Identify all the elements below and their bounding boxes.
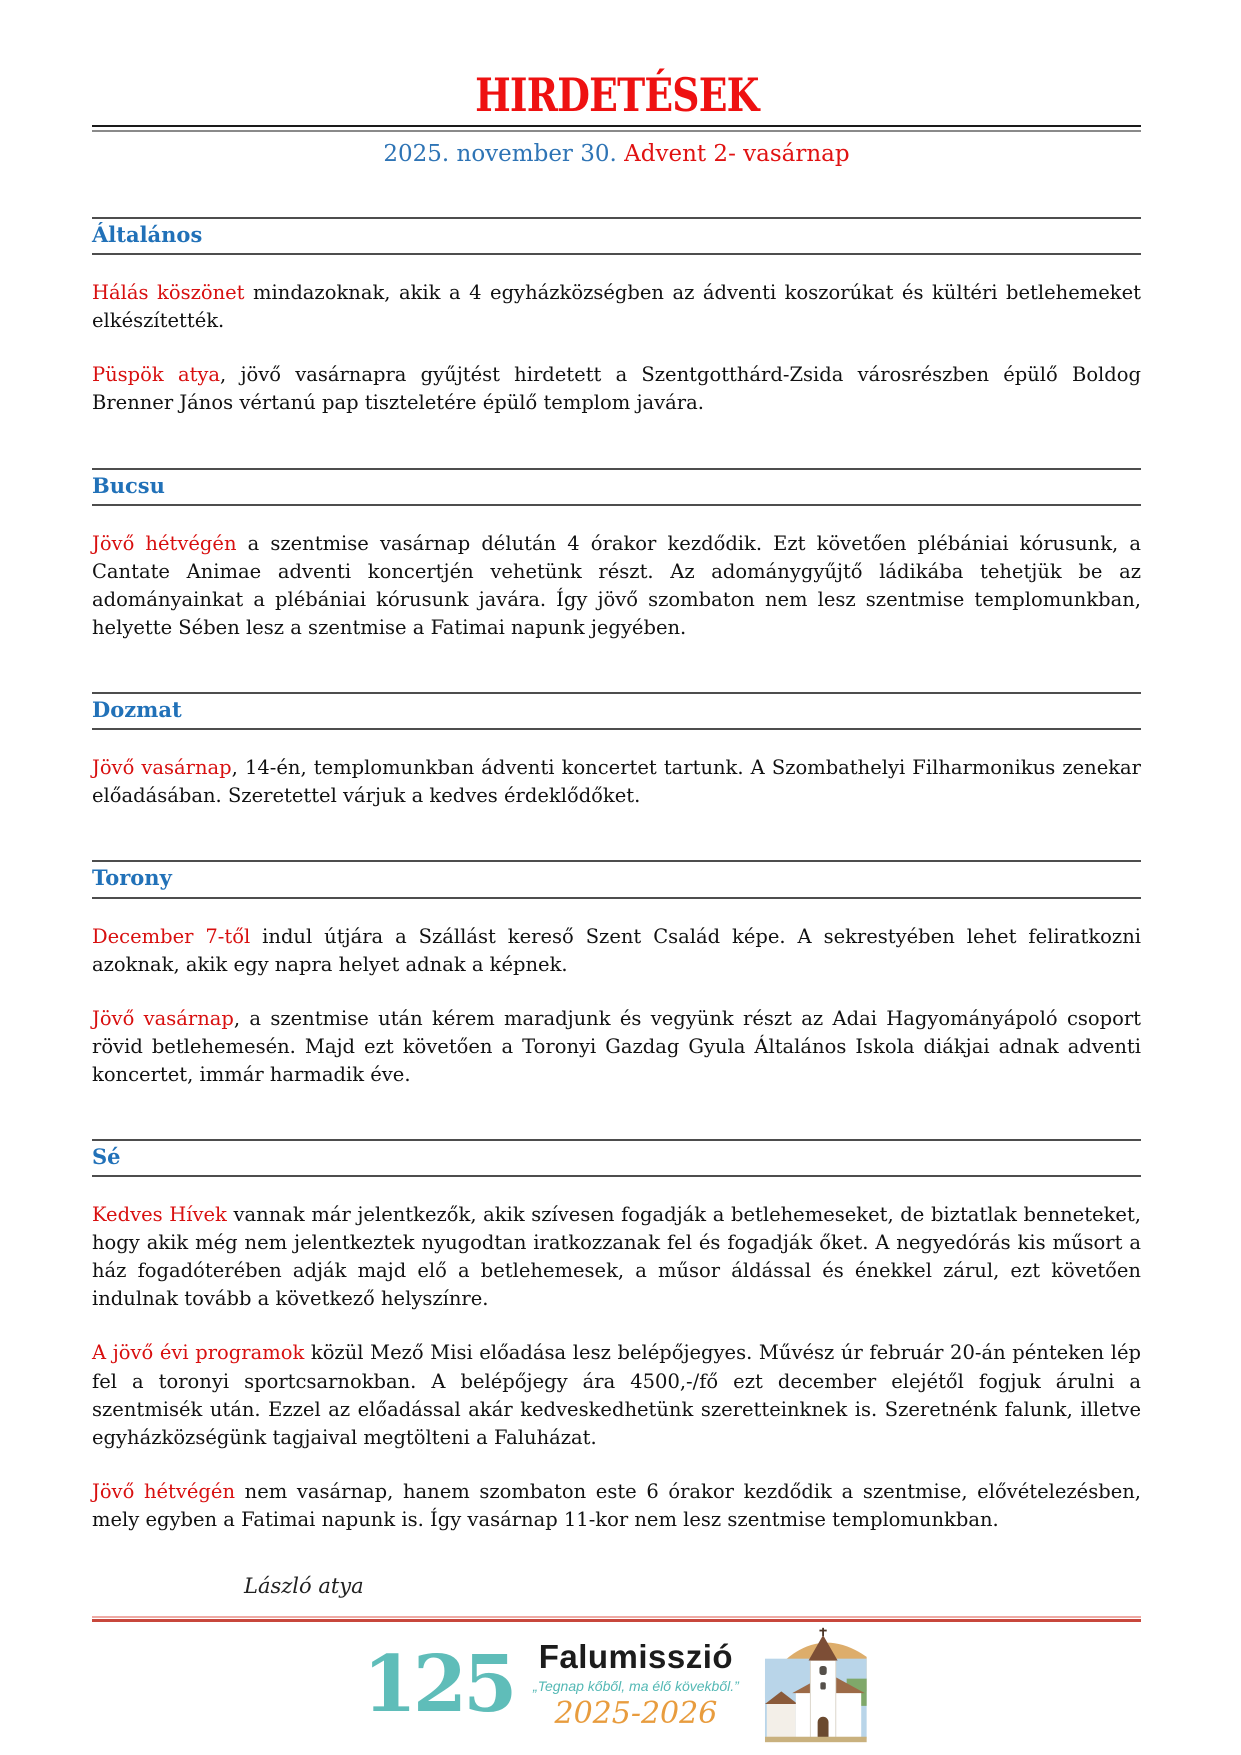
section-bar-altalanos xyxy=(92,217,1141,255)
paragraph-body: indul útjára a Szállást kereső Szent Család képe. A sekrestyében lehet feliratkozni azoknak, akik egy napra helyet adnak a képnek. xyxy=(92,924,1141,976)
section-heading-dozmat: Dozmat xyxy=(92,697,182,722)
page-title: HIRDETÉSEK xyxy=(474,68,759,122)
paragraph-lead: Jövő hétvégén xyxy=(92,1479,236,1503)
logo-brand-name: Falumisszió xyxy=(538,1638,734,1676)
paragraph xyxy=(92,1478,1141,1534)
section-bar-se xyxy=(92,1139,1141,1177)
page-header xyxy=(92,0,1141,122)
dateline xyxy=(92,141,1141,167)
logo-125-number: 125 xyxy=(362,1638,514,1730)
section-heading-torony: Torony xyxy=(92,865,172,891)
paragraph-lead: Jövő hétvégén xyxy=(92,531,237,555)
paragraph-body: vannak már jelentkezők, akik szívesen fogadják a betlehemeseket, de biztatlak benneteket, hogy akik még nem jelentkeztek nyugodtan iratkozzanak fel és fogadják őket. A negyedórás kis műsort a ház fogadóterében adják majd elő a betlehemesek, a műsor áldással és énekkel zárul, ezt követően indulnak tovább a következő helyszínre. xyxy=(92,1203,1141,1311)
section-heading-altalanos: Általános xyxy=(92,222,203,247)
paragraph-lead: Hálás köszönet xyxy=(92,281,245,305)
paragraph-body: , jövő vasárnapra gyűjtést hirdetett a Szentgotthárd-Zsida városrészben épülő Boldog Brenner János vértanú pap tiszteletére épülő templom javára. xyxy=(92,363,1141,415)
paragraph xyxy=(92,1201,1141,1313)
date-text: 2025. november 30. xyxy=(383,141,617,167)
section-bar-torony xyxy=(92,860,1141,898)
falumisszio-logo xyxy=(92,1626,1141,1744)
paragraph-lead: A jövő évi programok xyxy=(92,1341,305,1365)
section-bar-bucsu xyxy=(92,468,1141,506)
paragraph xyxy=(92,754,1141,810)
section-heading-se: Sé xyxy=(92,1143,121,1169)
bottom-divider xyxy=(92,1616,1141,1622)
signature: László atya xyxy=(244,1573,364,1598)
logo-years: 2025-2026 xyxy=(554,1696,718,1732)
paragraph-lead: Püspök atya xyxy=(92,363,221,387)
paragraph-body: a szentmise vasárnap délután 4 órakor kezdődik. Ezt követően plébániai kórusunk, a Cantate Animae adventi koncertjén vehetünk részt. Az adománygyűjtő ládikába tehetjük be az adományainkat a plébániai kórusunk javára. Így jövő szombaton nem lesz szentmise templomunkban, helyette Sében lesz a szentmise a Fatimai napunk jegyében. xyxy=(92,531,1141,639)
paragraph-body: nem vasárnap, hanem szombaton este 6 órakor kezdődik a szentmise, elővételezésben, mely egyben a Fatimai napunk is. Így vasárnap 11-kor nem lesz szentmise templomunkban. xyxy=(92,1479,1141,1531)
paragraph-lead: Jövő vasárnap xyxy=(92,756,232,780)
section-bar-dozmat xyxy=(92,692,1141,730)
paragraph-body: közül Mező Misi előadása lesz belépőjegyes. Művész úr február 20-án pénteken lép fel a toronyi sportcsarnokban. A belépőjegy ára 4500,-/fő ezt december elejétől fogjuk árulni a szentmisék után. Ezzel az előadással akár kedveskedhetünk szeretteinknek is. Szeretnénk falunk, illetve egyházközségünk tagjaival megtölteni a Faluházat. xyxy=(92,1341,1141,1449)
paragraph xyxy=(92,1005,1141,1089)
paragraph-lead: December 7-től xyxy=(92,924,251,948)
logo-text-block xyxy=(523,1638,748,1731)
section-heading-bucsu: Bucsu xyxy=(92,472,165,498)
paragraph xyxy=(92,279,1141,335)
paragraph xyxy=(92,361,1141,417)
title-divider xyxy=(92,125,1141,132)
paragraph-body: , a szentmise után kérem maradjunk és vegyünk részt az Adai Hagyományápoló csoport rövid betlehemesén. Majd ezt követően a Toronyi Gazdag Gyula Általános Iskola diákjai adnak adventi koncertet, immár harmadik éve. xyxy=(92,1006,1141,1086)
paragraph xyxy=(92,923,1141,979)
church-illustration-icon xyxy=(758,1626,870,1744)
paragraph-lead: Kedves Hívek xyxy=(92,1203,227,1227)
paragraph xyxy=(92,1339,1141,1451)
logo-tagline: „Tegnap kőből, ma élő kövekből.” xyxy=(533,1678,739,1695)
paragraph-lead: Jövő vasárnap xyxy=(92,1006,234,1030)
paragraph-body: , 14-én, templomunkban ádventi koncertet tartunk. A Szombathelyi Filharmonikus zenekar előadásában. Szeretettel várjuk a kedves érdeklődőket. xyxy=(92,756,1141,808)
paragraph-body: mindazoknak, akik a 4 egyházközségben az ádventi koszorúkat és kültéri betlehemeket elkészítették. xyxy=(92,281,1141,333)
advent-label: Advent 2- vasárnap xyxy=(624,141,850,167)
paragraph xyxy=(92,530,1141,642)
